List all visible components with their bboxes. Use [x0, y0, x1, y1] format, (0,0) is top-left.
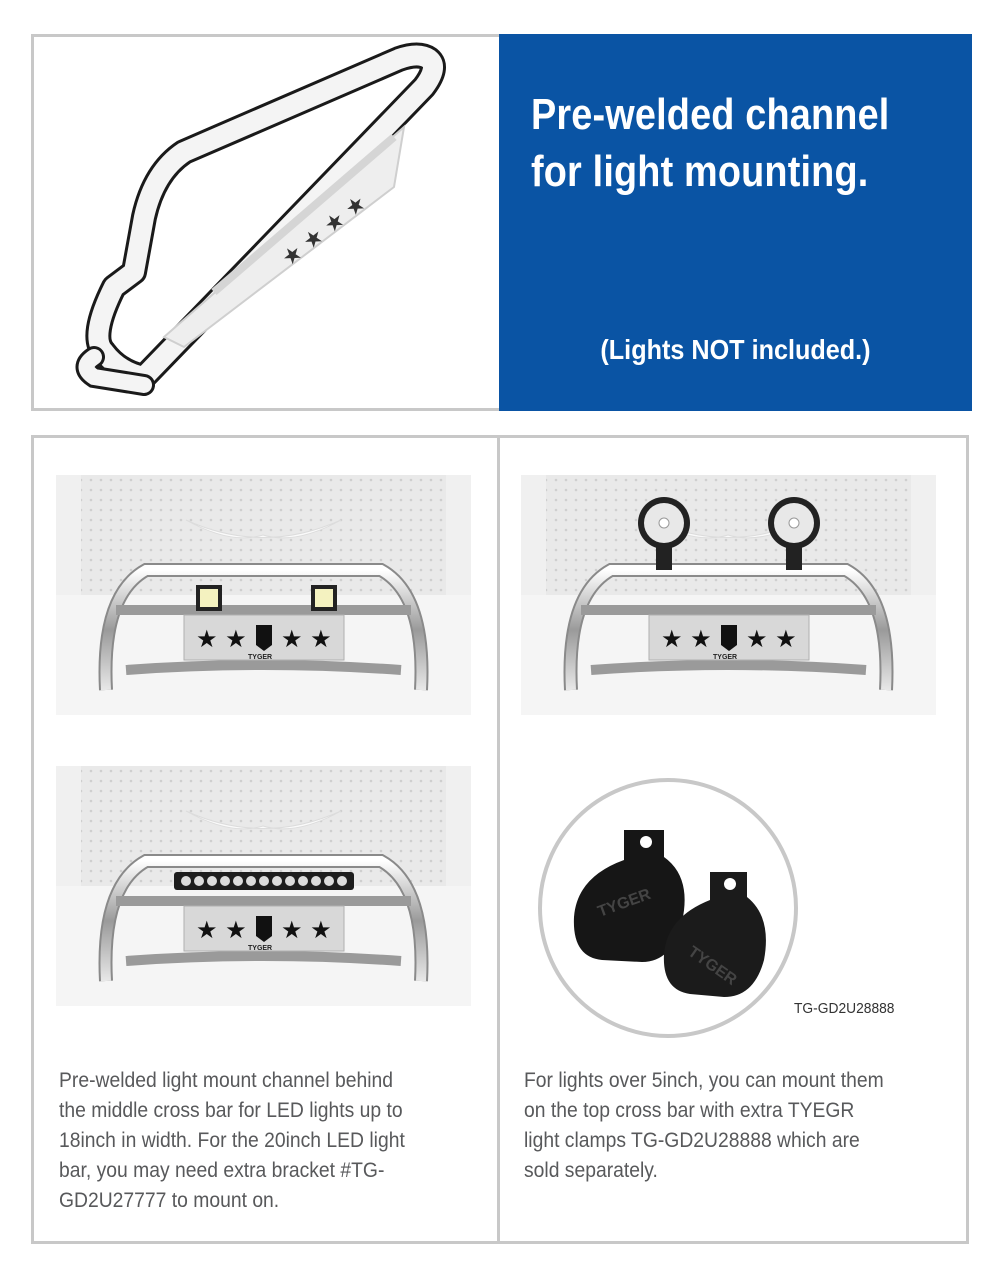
left-desc-line: 18inch in width. For the 20inch LED light	[59, 1129, 405, 1152]
right-desc-line: For lights over 5inch, you can mount them	[524, 1069, 884, 1092]
left-desc-line: bar, you may need extra bracket #TG-	[59, 1159, 385, 1182]
details-panel	[31, 435, 969, 1244]
svg-text:★ ★: ★ ★	[661, 625, 712, 653]
led-bar-photo	[56, 766, 471, 1006]
svg-text:★ ★: ★ ★	[281, 625, 332, 653]
right-description	[524, 1066, 938, 1186]
plate-logo-text: TYGER	[713, 654, 738, 661]
plate-logo-text: TYGER	[248, 654, 273, 661]
headline-line-2: for light mounting.	[531, 147, 869, 196]
headline-banner	[499, 34, 972, 411]
left-desc-line: Pre-welded light mount channel behind	[59, 1069, 394, 1092]
svg-text:★ ★: ★ ★	[196, 916, 247, 944]
right-desc-line: on the top cross bar with extra TYEGR	[524, 1099, 855, 1122]
clamp-part-number: TG-GD2U28888	[794, 1000, 895, 1017]
right-desc-line: sold separately.	[524, 1159, 658, 1182]
right-desc-line: light clamps TG-GD2U28888 which are	[524, 1129, 860, 1152]
svg-text:★ ★: ★ ★	[196, 625, 247, 653]
svg-text:★ ★ ★ ★: ★ ★ ★ ★	[277, 190, 372, 272]
left-description	[59, 1066, 455, 1216]
column-divider	[497, 438, 500, 1241]
left-desc-line: the middle cross bar for LED lights up to	[59, 1099, 403, 1122]
clamp-logo-text-1: TYGER	[595, 885, 654, 921]
lights-not-included-note: (Lights NOT included.)	[600, 334, 871, 365]
hero-panel	[31, 34, 969, 411]
light-clamps-photo	[538, 778, 798, 1038]
plate-logo-text: TYGER	[248, 945, 273, 952]
svg-text:★ ★: ★ ★	[746, 625, 797, 653]
svg-text:★ ★: ★ ★	[281, 916, 332, 944]
bull-bar-render	[34, 37, 499, 408]
round-lights-photo	[521, 475, 936, 715]
cube-lights-photo	[56, 475, 471, 715]
headline	[531, 86, 901, 200]
clamp-logo-text-2: TYGER	[684, 943, 740, 989]
headline-line-1: Pre-welded channel	[531, 90, 890, 139]
left-desc-line: GD2U27777 to mount on.	[59, 1189, 280, 1212]
